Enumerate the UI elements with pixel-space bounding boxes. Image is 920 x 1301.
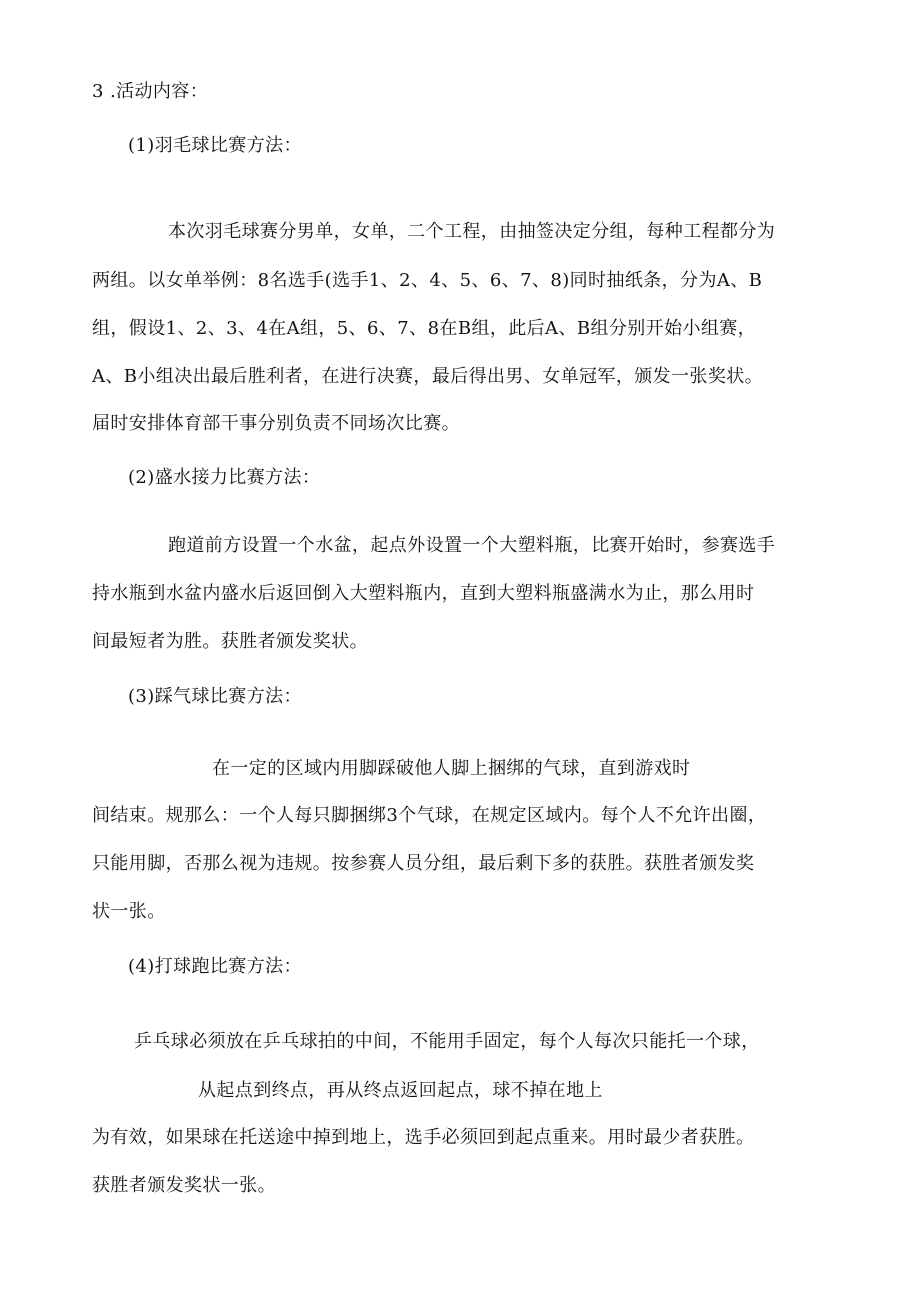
badminton-paragraph-line: 组，假设1、2、3、4在A组，5、6、7、8在B组，此后A、B组分别开始小组赛，	[92, 318, 757, 339]
ball-run-paragraph-line: 从起点到终点，再从终点返回起点，球不掉在地上	[198, 1080, 603, 1101]
water-relay-paragraph-line: 跑道前方设置一个水盆，起点外设置一个大塑料瓶，比赛开始时，参赛选手	[168, 535, 776, 556]
badminton-paragraph-line: 本次羽毛球赛分男单，女单，二个工程，由抽签决定分组，每种工程都分为	[168, 221, 776, 242]
ball-run-paragraph-line: 为有效，如果球在托送途中掉到地上，选手必须回到起点重来。用时最少者获胜。	[92, 1127, 755, 1148]
balloon-paragraph-line: 在一定的区域内用脚踩破他人脚上捆绑的气球，直到游戏时	[212, 758, 691, 779]
balloon-paragraph-line: 间结束。规那么：一个人每只脚捆绑3个气球，在规定区域内。每个人不允许出圈，	[92, 805, 767, 826]
water-relay-heading: (2)盛水接力比赛方法：	[128, 467, 321, 488]
section-heading: 3 .活动内容：	[92, 81, 209, 102]
badminton-heading: (1)羽毛球比赛方法：	[128, 135, 302, 156]
balloon-paragraph-line: 只能用脚，否那么视为违规。按参赛人员分组，最后剩下多的获胜。获胜者颁发奖	[92, 853, 755, 874]
badminton-paragraph-line: 两组。以女单举例：8名选手(选手1、2、4、5、6、7、8)同时抽纸条，分为A、B	[92, 270, 763, 291]
balloon-heading: (3)踩气球比赛方法：	[128, 686, 302, 707]
badminton-paragraph-line: 届时安排体育部干事分别负责不同场次比赛。	[92, 413, 460, 434]
water-relay-paragraph-line: 间最短者为胜。获胜者颁发奖状。	[92, 631, 368, 652]
water-relay-paragraph-line: 持水瓶到水盆内盛水后返回倒入大塑料瓶内，直到大塑料瓶盛满水为止，那么用时	[92, 583, 755, 604]
ball-run-paragraph-line: 获胜者颁发奖状一张。	[92, 1175, 276, 1196]
badminton-paragraph-line: A、B小组决出最后胜利者，在进行决赛，最后得出男、女单冠军，颁发一张奖状。	[92, 366, 764, 387]
ball-run-paragraph-line: 乒乓球必须放在乒乓球拍的中间，不能用手固定，每个人每次只能托一个球，	[134, 1031, 760, 1052]
balloon-paragraph-line: 状一张。	[92, 901, 166, 922]
ball-run-heading: (4)打球跑比赛方法：	[128, 956, 302, 977]
